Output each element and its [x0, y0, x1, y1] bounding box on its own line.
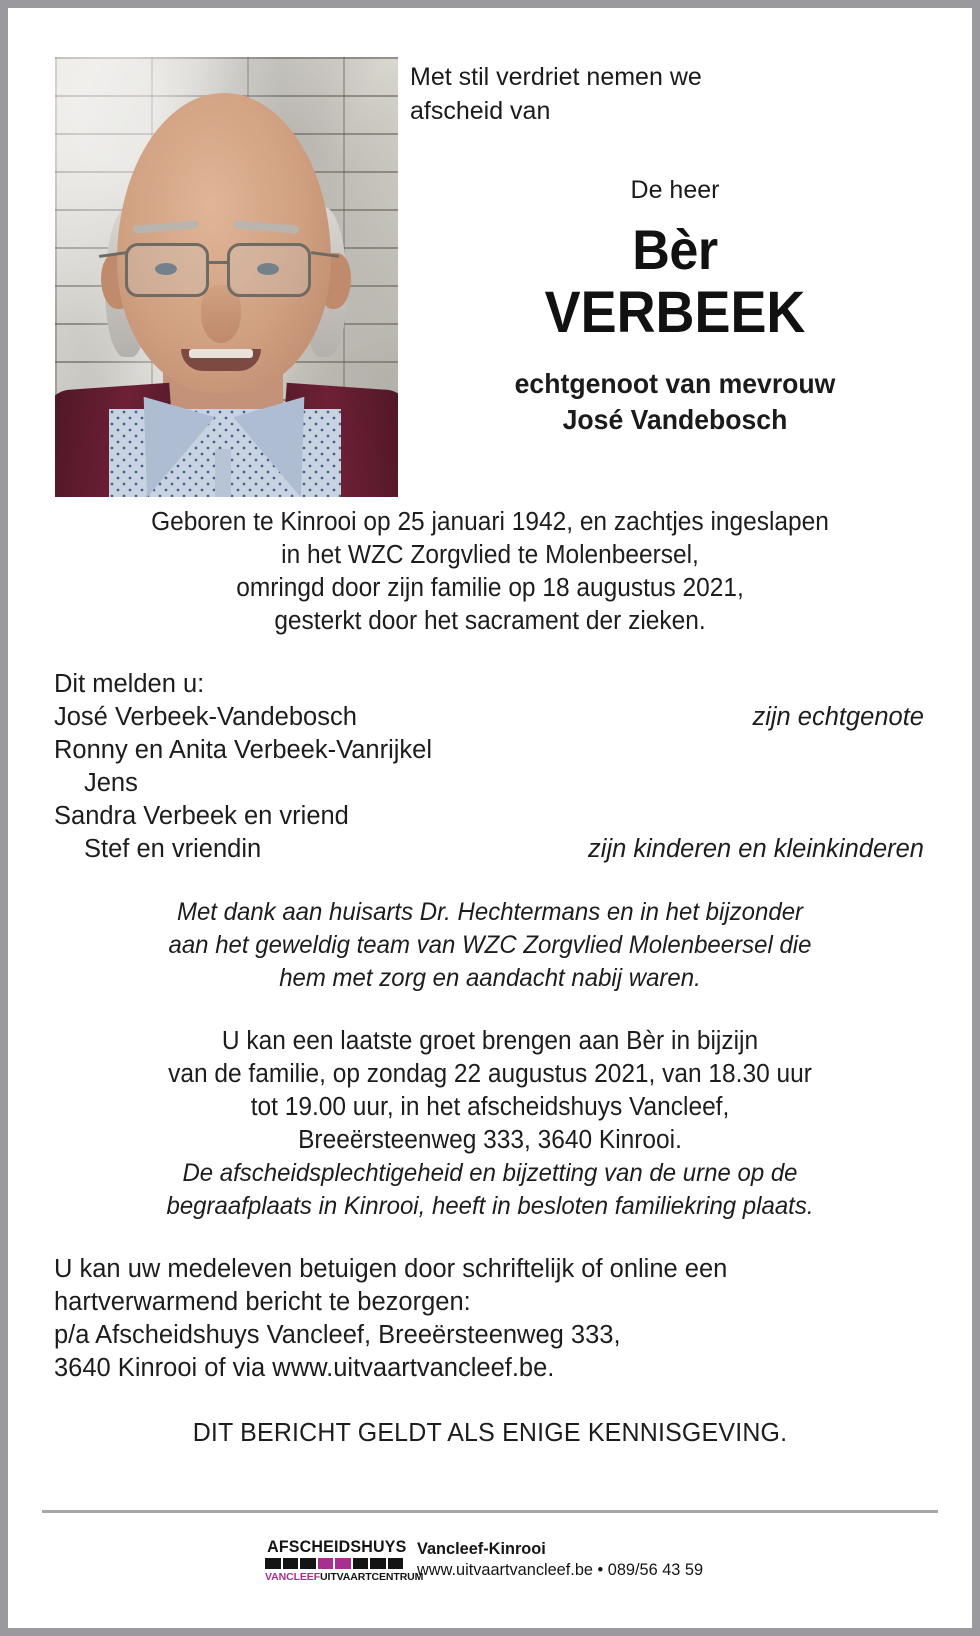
family-row [54, 701, 926, 734]
family-member-name: Jens [84, 769, 138, 797]
logo-brand-name: VANCLEEF [265, 1571, 321, 1583]
deceased-first-name: Bèr [632, 218, 718, 281]
ceremony-italic-line-1: De afscheidsplechtigeheid en bijzetting van de urne op de [182, 1159, 798, 1187]
portrait-figure [55, 57, 398, 497]
condolences-paragraph [54, 1253, 926, 1385]
life-line-1: Geboren te Kinrooi op 25 januari 1942, en zachtjes ingeslapen [151, 508, 829, 536]
logo-bar [353, 1558, 369, 1569]
thanks-paragraph [54, 896, 926, 995]
family-row [54, 734, 926, 767]
spouse-line-1: echtgenoot van mevrouw [514, 368, 836, 399]
family-relation: zijn kinderen en kleinkinderen [588, 835, 924, 863]
ceremony-line-1: U kan een laatste groet brengen aan Bèr in bijzijn [221, 1027, 759, 1055]
portrait-photo [55, 57, 398, 497]
condolences-line-1: U kan uw medeleven betuigen door schriftelijk of online een [54, 1255, 728, 1283]
body-section [54, 506, 926, 1449]
logo-bar [265, 1558, 281, 1569]
intro-line-1: Met stil verdriet nemen we [410, 63, 702, 91]
condolences-line-3: p/a Afscheidshuys Vancleef, Breeërsteenweg 333, [54, 1321, 621, 1349]
single-notice-statement: DIT BERICHT GELDT ALS ENIGE KENNISGEVING. [192, 1417, 788, 1447]
funeral-home-name: Vancleef-Kinrooi [417, 1539, 546, 1558]
afscheidshuys-logo [265, 1536, 424, 1583]
spacer [54, 866, 926, 896]
footer-contact-block [417, 1536, 715, 1580]
eyeglass-bridge [209, 261, 227, 264]
memorial-sheet [8, 8, 972, 1628]
eyeglass-lens-right [227, 243, 311, 297]
announcement-heading: Dit melden u: [54, 670, 205, 698]
logo-bar-accent [318, 1558, 334, 1569]
logo-brand-descriptor: UITVAARTCENTRUM [320, 1571, 424, 1583]
spacer [54, 1223, 926, 1253]
logo-wordmark: AFSCHEIDSHUYS [267, 1538, 407, 1556]
shirt-placket [215, 449, 231, 497]
footer-divider [42, 1510, 938, 1513]
spacer [54, 638, 926, 668]
family-row [54, 833, 926, 866]
logo-bar [370, 1558, 386, 1569]
footer-section [8, 1536, 972, 1583]
condolences-line-4: 3640 Kinrooi of via www.uitvaartvancleef.be. [54, 1354, 555, 1382]
logo-bar [300, 1558, 316, 1569]
thanks-line-2: aan het geweldig team van WZC Zorgvlied Molenbeersel die [168, 931, 812, 959]
logo-subtitle [265, 1571, 424, 1583]
logo-bar [388, 1558, 404, 1569]
life-line-4: gesterkt door het sacrament der zieken. [274, 607, 706, 635]
announcement-block [54, 668, 926, 866]
logo-bar [283, 1558, 299, 1569]
ceremony-line-2: van de familie, op zondag 22 augustus 2021, van 18.30 uur [168, 1060, 812, 1088]
life-paragraph [54, 506, 926, 638]
spacer [54, 1385, 926, 1415]
ceremony-line-4: Breeërsteenweg 333, 3640 Kinrooi. [298, 1126, 682, 1154]
deceased-last-name: VERBEEK [544, 280, 806, 345]
logo-color-bars [265, 1558, 403, 1569]
family-relation: zijn echtgenote [752, 703, 924, 731]
salutation: De heer [630, 176, 720, 204]
eyeglass-lens-left [125, 243, 209, 297]
life-line-2: in het WZC Zorgvlied te Molenbeersel, [281, 541, 699, 569]
teeth [189, 349, 253, 358]
family-row [54, 800, 926, 833]
life-line-3: omringd door zijn familie op 18 augustus 2021, [236, 574, 744, 602]
thanks-line-1: Met dank aan huisarts Dr. Hechtermans en in het bijzonder [176, 898, 804, 926]
spacer [54, 995, 926, 1025]
funeral-home-contact: www.uitvaartvancleef.be • 089/56 43 59 [417, 1560, 704, 1579]
condolences-line-2: hartverwarmend bericht te bezorgen: [54, 1288, 471, 1316]
spouse-line-2: José Vandebosch [562, 404, 788, 435]
family-row [54, 767, 926, 800]
thanks-line-3: hem met zorg en aandacht nabij waren. [279, 964, 701, 992]
family-member-name: Stef en vriendin [84, 835, 262, 863]
family-member-name: Sandra Verbeek en vriend [54, 802, 349, 830]
ceremony-paragraph [54, 1025, 926, 1223]
family-member-name: José Verbeek-Vandebosch [54, 703, 357, 731]
heading-column [410, 60, 940, 438]
family-member-name: Ronny en Anita Verbeek-Vanrijkel [54, 736, 433, 764]
ceremony-italic-line-2: begraafplaats in Kinrooi, heeft in besloten familiekring plaats. [166, 1192, 814, 1220]
header-section [8, 8, 972, 456]
intro-line-2: afscheid van [410, 97, 551, 125]
logo-bar-accent [335, 1558, 351, 1569]
ceremony-line-3: tot 19.00 uur, in het afscheidshuys Vancleef, [250, 1093, 730, 1121]
